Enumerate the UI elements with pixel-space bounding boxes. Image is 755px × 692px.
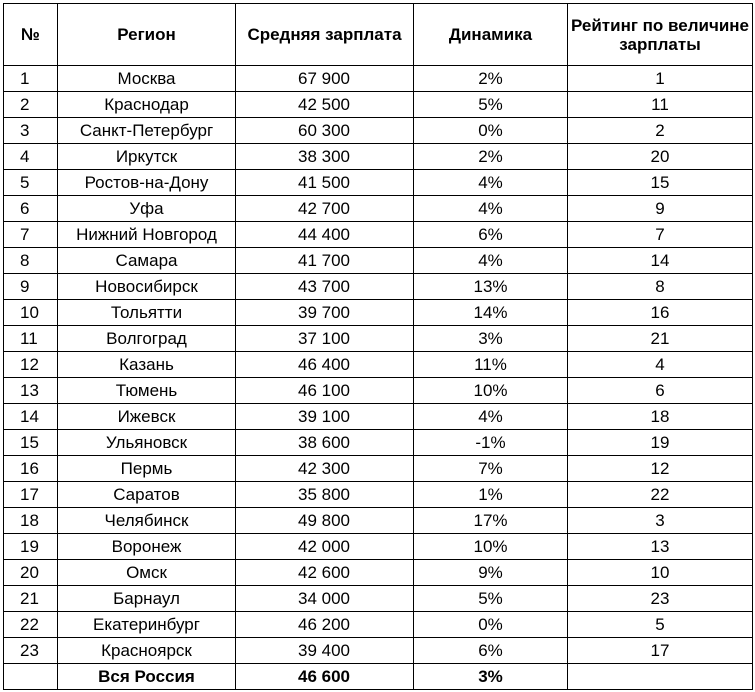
cell-rank: 15 (568, 170, 753, 196)
cell-salary: 44 400 (236, 222, 414, 248)
header-region: Регион (58, 4, 236, 66)
cell-salary: 42 300 (236, 456, 414, 482)
header-rank: Рейтинг по величине зарплаты (568, 4, 753, 66)
cell-rank: 9 (568, 196, 753, 222)
cell-salary: 39 700 (236, 300, 414, 326)
cell-salary: 39 400 (236, 638, 414, 664)
cell-num: 12 (4, 352, 58, 378)
table-row (4, 274, 753, 300)
table-row (4, 378, 753, 404)
cell-num: 17 (4, 482, 58, 508)
header-num: № (4, 4, 58, 66)
table-row (4, 222, 753, 248)
cell-dynamics: 4% (414, 170, 568, 196)
cell-region: Тольятти (58, 300, 236, 326)
cell-rank: 22 (568, 482, 753, 508)
cell-dynamics: 5% (414, 586, 568, 612)
table-row (4, 118, 753, 144)
table-row (4, 456, 753, 482)
total-cell-num (4, 664, 58, 690)
cell-rank: 3 (568, 508, 753, 534)
cell-rank: 21 (568, 326, 753, 352)
cell-salary: 46 200 (236, 612, 414, 638)
cell-rank: 19 (568, 430, 753, 456)
cell-num: 11 (4, 326, 58, 352)
cell-rank: 1 (568, 66, 753, 92)
cell-rank: 13 (568, 534, 753, 560)
cell-rank: 23 (568, 586, 753, 612)
cell-rank: 4 (568, 352, 753, 378)
cell-num: 9 (4, 274, 58, 300)
cell-region: Воронеж (58, 534, 236, 560)
table-row (4, 404, 753, 430)
cell-num: 4 (4, 144, 58, 170)
cell-dynamics: 6% (414, 222, 568, 248)
cell-num: 21 (4, 586, 58, 612)
table-row (4, 92, 753, 118)
cell-dynamics: 2% (414, 144, 568, 170)
cell-region: Санкт-Петербург (58, 118, 236, 144)
cell-region: Екатеринбург (58, 612, 236, 638)
cell-region: Тюмень (58, 378, 236, 404)
cell-dynamics: 1% (414, 482, 568, 508)
cell-rank: 18 (568, 404, 753, 430)
cell-rank: 6 (568, 378, 753, 404)
cell-dynamics: -1% (414, 430, 568, 456)
cell-rank: 8 (568, 274, 753, 300)
cell-salary: 41 500 (236, 170, 414, 196)
cell-rank: 10 (568, 560, 753, 586)
cell-dynamics: 0% (414, 118, 568, 144)
cell-region: Ульяновск (58, 430, 236, 456)
cell-dynamics: 17% (414, 508, 568, 534)
table-row (4, 66, 753, 92)
table-row (4, 352, 753, 378)
cell-dynamics: 6% (414, 638, 568, 664)
table-row (4, 612, 753, 638)
header-salary: Средняя зарплата (236, 4, 414, 66)
cell-region: Красноярск (58, 638, 236, 664)
cell-rank: 20 (568, 144, 753, 170)
cell-rank: 14 (568, 248, 753, 274)
cell-region: Ижевск (58, 404, 236, 430)
table-row (4, 300, 753, 326)
cell-dynamics: 4% (414, 404, 568, 430)
cell-dynamics: 2% (414, 66, 568, 92)
cell-salary: 34 000 (236, 586, 414, 612)
cell-region: Новосибирск (58, 274, 236, 300)
table-row (4, 326, 753, 352)
cell-salary: 42 600 (236, 560, 414, 586)
cell-num: 22 (4, 612, 58, 638)
cell-region: Краснодар (58, 92, 236, 118)
total-cell-salary: 46 600 (236, 664, 414, 690)
cell-salary: 60 300 (236, 118, 414, 144)
cell-region: Москва (58, 66, 236, 92)
cell-dynamics: 4% (414, 248, 568, 274)
cell-num: 13 (4, 378, 58, 404)
cell-num: 7 (4, 222, 58, 248)
cell-num: 6 (4, 196, 58, 222)
cell-salary: 46 100 (236, 378, 414, 404)
table-row (4, 586, 753, 612)
table-row (4, 482, 753, 508)
cell-dynamics: 3% (414, 326, 568, 352)
cell-region: Нижний Новгород (58, 222, 236, 248)
salary-table (3, 3, 753, 690)
cell-num: 3 (4, 118, 58, 144)
cell-rank: 17 (568, 638, 753, 664)
header-row (4, 4, 753, 66)
cell-region: Пермь (58, 456, 236, 482)
table-row (4, 248, 753, 274)
cell-num: 5 (4, 170, 58, 196)
cell-rank: 16 (568, 300, 753, 326)
cell-salary: 46 400 (236, 352, 414, 378)
cell-num: 10 (4, 300, 58, 326)
cell-region: Самара (58, 248, 236, 274)
total-cell-rank (568, 664, 753, 690)
cell-region: Иркутск (58, 144, 236, 170)
cell-dynamics: 5% (414, 92, 568, 118)
cell-region: Челябинск (58, 508, 236, 534)
cell-num: 16 (4, 456, 58, 482)
cell-region: Барнаул (58, 586, 236, 612)
cell-region: Волгоград (58, 326, 236, 352)
cell-region: Омск (58, 560, 236, 586)
cell-num: 15 (4, 430, 58, 456)
cell-dynamics: 9% (414, 560, 568, 586)
cell-region: Ростов-на-Дону (58, 170, 236, 196)
cell-num: 14 (4, 404, 58, 430)
cell-dynamics: 10% (414, 378, 568, 404)
table-row (4, 560, 753, 586)
cell-dynamics: 13% (414, 274, 568, 300)
table-row (4, 430, 753, 456)
cell-dynamics: 7% (414, 456, 568, 482)
cell-rank: 5 (568, 612, 753, 638)
cell-salary: 38 600 (236, 430, 414, 456)
cell-salary: 42 000 (236, 534, 414, 560)
table-row (4, 144, 753, 170)
table-row (4, 196, 753, 222)
table-body (4, 66, 753, 690)
total-row (4, 664, 753, 690)
cell-salary: 39 100 (236, 404, 414, 430)
cell-salary: 35 800 (236, 482, 414, 508)
cell-rank: 12 (568, 456, 753, 482)
cell-dynamics: 14% (414, 300, 568, 326)
cell-num: 1 (4, 66, 58, 92)
cell-rank: 11 (568, 92, 753, 118)
cell-num: 20 (4, 560, 58, 586)
cell-num: 2 (4, 92, 58, 118)
header-dynamics: Динамика (414, 4, 568, 66)
table-header (4, 4, 753, 66)
table-row (4, 534, 753, 560)
total-cell-region: Вся Россия (58, 664, 236, 690)
table-row (4, 638, 753, 664)
cell-salary: 49 800 (236, 508, 414, 534)
cell-rank: 2 (568, 118, 753, 144)
cell-num: 8 (4, 248, 58, 274)
cell-num: 19 (4, 534, 58, 560)
table-row (4, 508, 753, 534)
total-cell-dynamics: 3% (414, 664, 568, 690)
cell-salary: 41 700 (236, 248, 414, 274)
table-row (4, 170, 753, 196)
cell-num: 18 (4, 508, 58, 534)
cell-rank: 7 (568, 222, 753, 248)
cell-salary: 42 500 (236, 92, 414, 118)
cell-dynamics: 11% (414, 352, 568, 378)
cell-salary: 38 300 (236, 144, 414, 170)
cell-region: Казань (58, 352, 236, 378)
cell-dynamics: 4% (414, 196, 568, 222)
cell-salary: 43 700 (236, 274, 414, 300)
cell-salary: 42 700 (236, 196, 414, 222)
cell-region: Уфа (58, 196, 236, 222)
cell-dynamics: 0% (414, 612, 568, 638)
cell-salary: 67 900 (236, 66, 414, 92)
cell-region: Саратов (58, 482, 236, 508)
cell-salary: 37 100 (236, 326, 414, 352)
cell-num: 23 (4, 638, 58, 664)
cell-dynamics: 10% (414, 534, 568, 560)
